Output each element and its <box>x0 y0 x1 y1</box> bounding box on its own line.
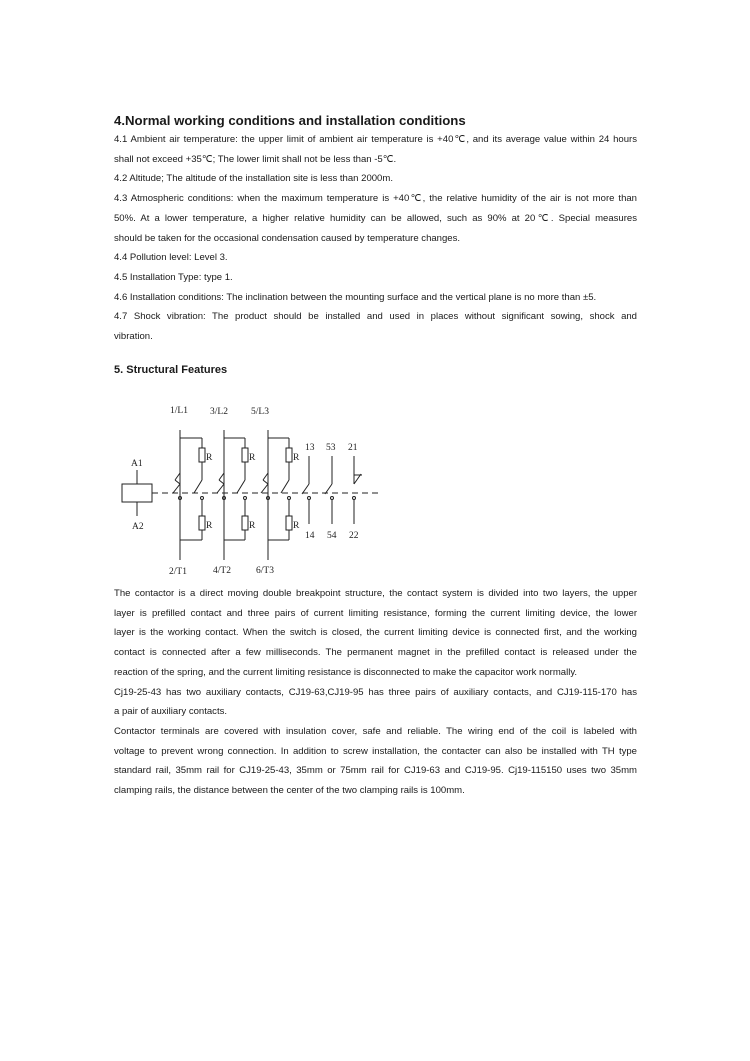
para-4-4: 4.4 Pollution level: Level 3. <box>114 252 228 264</box>
section-4 <box>114 112 637 378</box>
body-p3-line1: Contactor terminals are covered with insulation cover, safe and reliable. The wiring end of the coil is labeled with <box>114 725 637 737</box>
label-54: 54 <box>327 531 337 541</box>
body-p2-line1: Cj19-25-43 has two auxiliary contacts, CJ19-63,CJ19-95 has three pairs of auxiliary contacts, and CJ19-115-170 has <box>114 686 637 698</box>
label-a1: A1 <box>131 459 143 469</box>
label-a2: A2 <box>132 522 144 532</box>
para-4-7-line2: vibration. <box>114 331 153 343</box>
body-p1-line2: layer is prefilled contact and three pairs of current limiting resistance, forming the current limiting device, the lower <box>114 607 637 619</box>
resistor-label-2-top: R <box>249 453 256 463</box>
main-pole-3 <box>261 430 292 560</box>
para-4-1-line1: 4.1 Ambient air temperature: the upper limit of ambient air temperature is +40℃, and its average value within 24 hours <box>114 134 637 145</box>
para-4-6: 4.6 Installation conditions: The inclination between the mounting surface and the vertical plane is no more than ±5. <box>114 291 597 303</box>
wiring-diagram-svg <box>118 398 380 582</box>
label-1-l1: 1/L1 <box>170 406 188 416</box>
label-13: 13 <box>305 443 315 453</box>
main-pole-2 <box>217 430 248 560</box>
resistor-label-3-top: R <box>293 453 300 463</box>
para-4-3-line1: 4.3 Atmospheric conditions: when the maximum temperature is +40℃, the relative humidity of the air is not more than <box>114 193 637 205</box>
contactor-wiring-diagram <box>118 398 380 582</box>
section-4-heading: 4.Normal working conditions and installation conditions <box>114 113 466 128</box>
label-3-l2: 3/L2 <box>210 407 228 417</box>
label-4-t2: 4/T2 <box>213 566 231 576</box>
label-2-t1: 2/T1 <box>169 567 187 577</box>
para-4-3-line2: 50%. At a lower temperature, a higher relative humidity can be allowed, such as 90% at 20℃. Special measures <box>114 212 637 224</box>
para-4-3-line3: should be taken for the occasional condensation caused by temperature changes. <box>114 232 461 244</box>
body-p1-line4: contact is connected after a few milliseconds. The permanent magnet in the prefilled contact is released under the <box>114 647 637 659</box>
body-p1-line1: The contactor is a direct moving double breakpoint structure, the contact system is divided into two layers, the upper <box>114 588 637 599</box>
aux-contact-21-22 <box>353 456 363 524</box>
section-5-body <box>114 584 637 801</box>
para-4-5: 4.5 Installation Type: type 1. <box>114 271 233 283</box>
label-22: 22 <box>349 531 359 541</box>
main-pole-1 <box>173 430 205 560</box>
body-p3-line4: clamping rails, the distance between the center of the two clamping rails is 100mm. <box>114 785 465 797</box>
label-21: 21 <box>348 443 358 453</box>
label-5-l3: 5/L3 <box>251 407 269 417</box>
coil-symbol <box>122 484 152 502</box>
body-p2-line2: a pair of auxiliary contacts. <box>114 706 228 718</box>
label-6-t3: 6/T3 <box>256 566 274 576</box>
resistor-label-3-bottom: R <box>293 521 300 531</box>
body-p1-line5: reaction of the spring, and the current limiting resistance is disconnected to make the capacitor work normally. <box>114 666 578 678</box>
para-4-7-line1: 4.7 Shock vibration: The product should be installed and used in places without significant sowing, shock and <box>114 311 637 323</box>
resistor-label-1-top: R <box>206 453 213 463</box>
body-p3-line2: voltage to prevent wrong connection. In addition to screw installation, the contacter can also be installed with TH type <box>114 745 637 757</box>
aux-contact-53-54 <box>325 456 334 524</box>
body-p3-line3: standard rail, 35mm rail for CJ19-25-43, 35mm or 75mm rail for CJ19-63 and CJ19-95. Cj19-115150 uses two 35mm <box>114 765 637 777</box>
label-53: 53 <box>326 443 336 453</box>
resistor-label-2-bottom: R <box>249 521 256 531</box>
para-4-1-line2: shall not exceed +35℃; The lower limit shall not be less than -5℃. <box>114 153 397 165</box>
label-14: 14 <box>305 531 315 541</box>
resistor-label-1-bottom: R <box>206 521 213 531</box>
section-5-heading: 5. Structural Features <box>114 363 228 376</box>
aux-contact-13-14 <box>302 456 311 524</box>
para-4-2: 4.2 Altitude; The altitude of the installation site is less than 2000m. <box>114 173 393 185</box>
body-p1-line3: layer is the working contact. When the switch is closed, the current limiting device is connected first, and the working <box>114 627 637 639</box>
